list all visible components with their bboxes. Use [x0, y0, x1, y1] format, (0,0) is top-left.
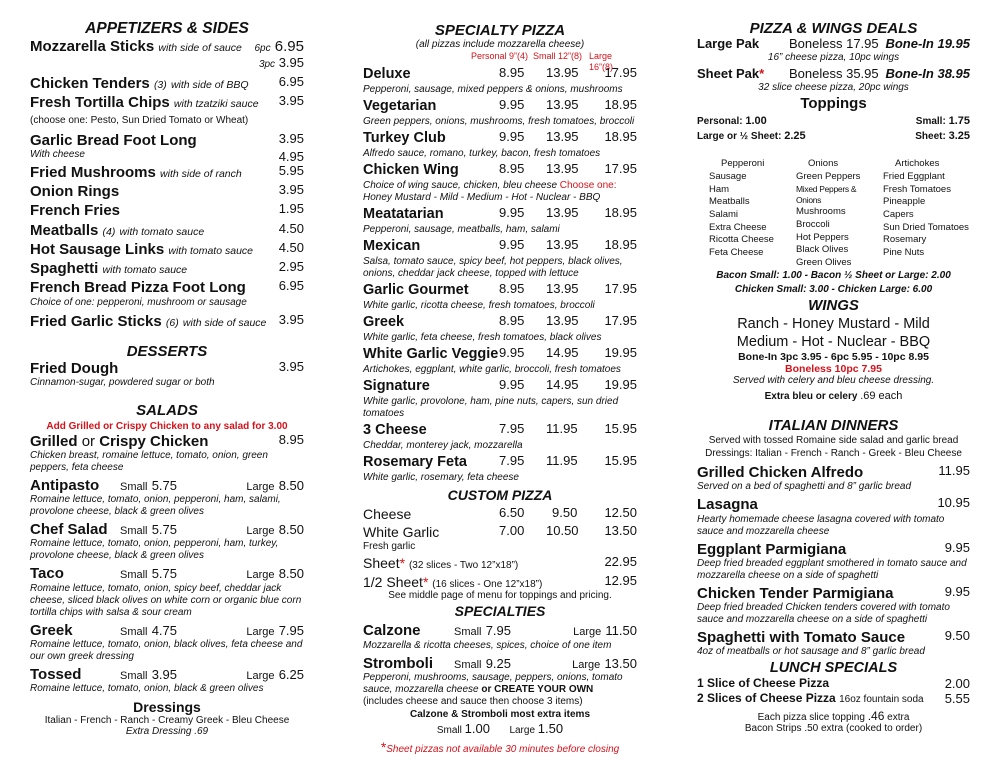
pizza-desc: [363, 224, 637, 236]
italian-dressings: Dressings: Italian - French - Ranch - Greek - Bleu Cheese: [705, 448, 962, 460]
dressings-heading: Dressings: [133, 699, 201, 716]
topping-item: Salami: [709, 208, 739, 220]
specialty-pizza-heading: SPECIALTY PIZZA: [434, 22, 566, 39]
salad-taco: Taco Small 5.75 Large 8.50: [30, 565, 304, 583]
extra-items-title: Calzone & Stromboli most extra items: [409, 708, 591, 720]
specialty-pizza-row: [363, 238, 637, 256]
price-small: 13.95: [546, 205, 579, 221]
specialty-pizza-row: [363, 422, 637, 440]
calzone-desc: Mozzarella & ricotta cheeses, spices, choice of one item: [363, 639, 612, 651]
pizza-desc-text: Pepperoni, sausage, mixed peppers & onions, mushrooms: [363, 84, 623, 96]
topping-item: Hot Peppers: [796, 231, 849, 243]
topping-item: Artichokes: [895, 158, 940, 170]
bacon-prices: Bacon Small: 1.00 - Bacon ½ Sheet or Large: 2.00: [716, 270, 951, 282]
price-small: 11.95: [546, 421, 578, 437]
chicken-prices: Chicken Small: 3.00 - Chicken Large: 6.00: [734, 284, 933, 296]
pizza-name: Meatatarian: [363, 206, 444, 223]
salads-heading: SALADS: [136, 402, 198, 420]
pizza-name: Deluxe: [363, 66, 411, 83]
specialty-pizza-row: [363, 130, 637, 148]
price-personal: 9.95: [499, 97, 525, 113]
dinner-price: 11.95: [938, 463, 970, 479]
stromboli-desc-2: (includes cheese and sauce then choose 3 items): [363, 695, 583, 707]
price-large: 17.95: [604, 161, 637, 177]
pizza-desc-text: Green peppers, onions, mushrooms, fresh tomatoes, broccoli: [363, 116, 635, 128]
topping-item: Rosemary: [883, 234, 927, 246]
topping-item: Mixed Peppers & Onions: [796, 183, 857, 205]
pizza-name: Turkey Club: [363, 130, 446, 147]
pizza-desc-text: Choice of wing sauce, chicken, bleu cheese: [363, 180, 558, 192]
topping-item: Fried Eggplant: [883, 171, 945, 183]
deals-heading: PIZZA & WINGS DEALS: [749, 20, 918, 37]
stromboli-desc: Pepperoni, mushrooms, sausage, peppers, onions, tomato sauce, mozzarella cheese or CREATE YOUR OWN: [363, 671, 623, 695]
topping-item: Extra Cheese: [709, 221, 767, 233]
italian-served: Served with tossed Romaine side salad and garlic bread: [708, 435, 959, 447]
price-large: 15.95: [604, 453, 637, 469]
pizza-desc: [363, 180, 637, 192]
specialty-pizza-row: [363, 346, 637, 364]
price-large: 15.95: [604, 421, 637, 437]
dinner-name: Spaghetti with Tomato Sauce: [697, 629, 906, 647]
deal-sheet-pak: Sheet Pak* Boneless 35.95 Bone-In 38.95: [697, 66, 970, 82]
price-personal: 8.95: [499, 161, 525, 177]
topping-item: Black Olives: [796, 244, 849, 256]
italian-dinner-row: [697, 629, 970, 646]
item-calzone: Calzone Small 7.95 Large 11.50: [363, 622, 637, 640]
price-small: 13.95: [546, 129, 579, 145]
price-large: 19.95: [604, 377, 637, 393]
price-large: 18.95: [604, 129, 637, 145]
topping-item: Meatballs: [709, 196, 750, 208]
column-middle: [363, 0, 637, 755]
dinner-desc: Hearty homemade cheese lasagna covered with tomato sauce and mozzarella cheese: [697, 513, 945, 537]
pizza-name: Vegetarian: [363, 98, 437, 115]
item-french-bread-pizza: French Bread Pizza Foot Long 6.95: [30, 278, 304, 297]
dressings-list: Italian - French - Ranch - Creamy Greek - Bleu Cheese: [44, 715, 290, 727]
dinner-desc: 4oz of meatballs or hot sausage and 8” garlic bread: [697, 646, 925, 658]
italian-dinner-row: [697, 496, 970, 513]
pizza-name: Rosemary Feta: [363, 454, 467, 471]
lunch-one-slice: 1 Slice of Cheese Pizza 2.00: [697, 676, 970, 692]
price-small: 13.95: [546, 97, 579, 113]
pizza-desc: [363, 300, 637, 312]
item-mozzarella-sticks: Mozzarella Sticks with side of sauce 6pc 6.95: [30, 37, 304, 55]
topping-item: Green Peppers: [796, 171, 861, 183]
pizza-desc-text: White garlic, provolone, ham, pine nuts, capers, sun dried tomatoes: [363, 396, 619, 420]
specialties-heading: SPECIALTIES: [454, 603, 546, 620]
item-garlic-sticks: Fried Garlic Sticks (6) with side of sauce 3.95: [30, 311, 304, 330]
specialty-pizza-row: [363, 206, 637, 224]
specialty-pizza-row: [363, 378, 637, 396]
pizza-name: Mexican: [363, 238, 421, 255]
pizza-desc: [363, 84, 637, 96]
sheet-footnote: *Sheet pizzas not available 30 minutes before closing: [380, 738, 620, 755]
toppings-col-veggies: [796, 158, 883, 269]
appetizers-heading: APPETIZERS & SIDES: [85, 20, 249, 37]
topping-item: Ham: [709, 183, 730, 195]
salad-tossed-desc: Romaine lettuce, tomato, onion, black & green olives: [30, 683, 264, 695]
lunch-two-slices: 2 Slices of Cheese Pizza 16oz fountain soda 5.55: [697, 690, 970, 706]
price-personal: 8.95: [499, 65, 525, 81]
salad-tossed: Tossed Small 3.95 Large 6.25: [30, 665, 304, 683]
dinner-price: 10.95: [937, 495, 970, 511]
price-personal: 7.95: [499, 453, 525, 469]
salad-promo: Add Grilled or Crispy Chicken to any salad for 3.00: [46, 420, 288, 432]
dinner-desc: Served on a bed of spaghetti and 8” garlic bread: [697, 481, 912, 493]
price-personal: 9.95: [499, 377, 525, 393]
item-fried-mushrooms: Fried Mushrooms with side of ranch 5.95: [30, 162, 304, 181]
item-sausage-links: Hot Sausage Links with tomato sauce 4.50: [30, 239, 304, 258]
pizza-desc-text: Cheddar, monterey jack, mozzarella: [363, 440, 523, 452]
deal-large-desc: 16” cheese pizza, 10pc wings: [767, 52, 900, 64]
price-small: 14.95: [546, 377, 579, 393]
price-personal: 8.95: [499, 313, 525, 329]
specialty-pizza-row: [363, 454, 637, 472]
item-tortilla-chips: Fresh Tortilla Chips with tzatziki sauce 3.95: [30, 93, 304, 112]
price-large: 18.95: [604, 205, 637, 221]
pizza-choose: Choose one:: [559, 180, 617, 192]
pizza-name: Signature: [363, 378, 430, 395]
topping-item: Feta Cheese: [709, 246, 764, 258]
pizza-desc: [363, 116, 637, 128]
pizza-desc: [363, 256, 637, 280]
wings-extra: Extra bleu or celery .69 each: [764, 389, 903, 402]
topping-item: Sausage: [709, 171, 747, 183]
pizza-desc-text: Pepperoni, sausage, meatballs, ham, salami: [363, 224, 560, 236]
price-personal: 9.95: [499, 345, 525, 361]
column-right: [697, 0, 970, 734]
topping-item: Fresh Tomatoes: [883, 183, 951, 195]
french-bread-desc: Choice of one: pepperoni, mushroom or sausage: [30, 296, 247, 308]
garlic-bread-cheese: With cheese 4.95: [30, 148, 304, 164]
dinner-name: Chicken Tender Parmigiana: [697, 584, 894, 602]
specialty-pizza-row: [363, 98, 637, 116]
lunch-bacon-note: Bacon Strips .50 extra (cooked to order): [744, 722, 923, 734]
white-garlic-desc: Fresh garlic: [363, 541, 416, 553]
pizza-desc: [363, 472, 637, 484]
price-large: 19.95: [604, 345, 637, 361]
specialty-pizza-row: [363, 314, 637, 332]
pizza-desc: [363, 332, 637, 344]
dinner-name: Grilled Chicken Alfredo: [697, 464, 864, 482]
italian-dinner-list: [697, 464, 970, 658]
item-garlic-bread: Garlic Bread Foot Long 3.95: [30, 130, 304, 149]
price-large: 18.95: [604, 97, 637, 113]
topping-item: Capers: [883, 208, 914, 220]
item-stromboli: Stromboli Small 9.25 Large 13.50: [363, 654, 637, 672]
toppings-heading: Toppings: [800, 95, 867, 113]
price-large: 17.95: [604, 65, 637, 81]
price-small: 13.95: [546, 161, 579, 177]
lunch-heading: LUNCH SPECIALS: [769, 660, 898, 677]
size-header: Personal 9”(4) Small 12”(8) Large 16”(8): [471, 51, 614, 72]
pizza-name: 3 Cheese: [363, 422, 427, 439]
topping-item: Ricotta Cheese: [709, 234, 774, 246]
italian-dinner-row: [697, 541, 970, 558]
topping-item: Green Olives: [796, 256, 852, 268]
wings-boneless: Boneless 10pc 7.95: [785, 362, 882, 375]
price-personal: 9.95: [499, 129, 525, 145]
custom-white-garlic: White Garlic 7.00 10.50 13.50: [363, 523, 637, 541]
price-small: 13.95: [546, 281, 579, 297]
specialty-pizza-list: [363, 66, 637, 484]
wings-bone-in: Bone-In 3pc 3.95 - 6pc 5.95 - 10pc 8.95: [738, 350, 929, 363]
salad-greek-desc: Romaine lettuce, tomato, onion, black olives, feta cheese and our own greek dressing: [30, 638, 303, 662]
price-small: 13.95: [546, 65, 579, 81]
italian-dinner-row: [697, 585, 970, 602]
pizza-desc-text: Alfredo sauce, romano, turkey, bacon, fresh tomatoes: [363, 148, 601, 160]
toppings-col-meats: [697, 158, 796, 269]
tortilla-desc: (choose one: Pesto, Sun Dried Tomato or Wheat): [30, 114, 249, 126]
topping-item: Pine Nuts: [883, 246, 925, 258]
pizza-desc-text: Artichokes, eggplant, white garlic, broccoli, fresh tomatoes: [363, 364, 621, 376]
price-small: 13.95: [546, 237, 579, 253]
wings-heading: WINGS: [808, 297, 859, 315]
topping-item: Mushrooms: [796, 206, 846, 218]
item-meatballs: Meatballs (4) with tomato sauce 4.50: [30, 220, 304, 239]
pizza-desc-2: Honey Mustard - Mild - Medium - Hot - Nuclear - BBQ: [363, 192, 601, 204]
deal-sheet-desc: 32 slice cheese pizza, 20pc wings: [758, 82, 909, 94]
custom-see-note: See middle page of menu for toppings and pricing.: [388, 590, 612, 602]
dinner-price: 9.95: [944, 539, 970, 555]
specialty-pizza-row: [363, 282, 637, 300]
italian-dinner-row: [697, 464, 970, 481]
pizza-name: White Garlic Veggie: [363, 346, 499, 363]
toppings-grid: [697, 158, 970, 269]
pizza-name: Greek: [363, 314, 405, 331]
topping-item: Onions: [808, 158, 839, 170]
price-large: 17.95: [604, 281, 637, 297]
custom-pizza-heading: CUSTOM PIZZA: [447, 487, 553, 504]
pizza-desc-text: White garlic, feta cheese, fresh tomatoes, black olives: [363, 332, 602, 344]
price-large: 18.95: [604, 237, 637, 253]
deal-large-pak: Large Pak Boneless 17.95 Bone-In 19.95: [697, 36, 970, 52]
pizza-desc-text: Salsa, tomato sauce, spicy beef, hot peppers, black olives, onions, cheddar jack cheese, topped with lettuce: [363, 256, 623, 280]
salad-antipasto: Antipasto Small 5.75 Large 8.50: [30, 476, 304, 494]
topping-item: Pineapple: [883, 196, 926, 208]
item-french-fries: French Fries 1.95: [30, 201, 304, 220]
pizza-desc-text: White garlic, rosemary, feta cheese: [363, 472, 519, 484]
price-small: 14.95: [546, 345, 579, 361]
price-large: 17.95: [604, 313, 637, 329]
price-small: 11.95: [546, 453, 578, 469]
pizza-desc: [363, 396, 637, 420]
salad-taco-desc: Romaine lettuce, tomato, onion, spicy beef, cheddar jack cheese, sliced black olives on white corn or organic blue corn tortilla chips with salsa & sour cream: [30, 582, 302, 618]
price-personal: 9.95: [499, 205, 525, 221]
wings-served: Served with celery and bleu cheese dressing.: [732, 374, 935, 386]
dinner-name: Lasagna: [697, 496, 758, 514]
pizza-desc: [363, 440, 637, 452]
dinner-desc: Deep fried breaded eggplant smothered in tomato sauce and mozzarella cheese on a side of spaghetti: [697, 557, 967, 581]
salad-grilled-desc: Chicken breast, romaine lettuce, tomato, onion, green peppers, feta cheese: [30, 449, 268, 473]
item-chicken-tenders: Chicken Tenders (3) with side of BBQ 6.95: [30, 74, 304, 93]
price-personal: 7.95: [499, 421, 525, 437]
extra-dressing: Extra Dressing .69: [125, 726, 209, 738]
dinner-name: Eggplant Parmigiana: [697, 540, 847, 558]
price-small: 13.95: [546, 313, 579, 329]
salad-grilled-chicken: Grilled or Crispy Chicken 8.95: [30, 431, 304, 450]
item-fried-dough: Fried Dough 3.95: [30, 359, 304, 378]
mozzarella-3pc: 3pc 3.95: [258, 55, 304, 71]
column-left: [30, 0, 304, 738]
topping-price-personal: Personal: 1.00 Small: 1.75: [697, 115, 970, 128]
topping-item: Broccoli: [796, 218, 830, 230]
topping-item: Pepperoni: [721, 158, 765, 170]
lunch-topping-note: Each pizza slice topping .46 extra: [757, 708, 910, 723]
desserts-heading: DESSERTS: [126, 342, 208, 360]
salad-antipasto-desc: Romaine lettuce, tomato, onion, pepperoni, ham, salami, provolone cheese, black & green olives: [30, 494, 281, 518]
specialty-pizza-row: [363, 162, 637, 180]
toppings-col-specialty: [883, 158, 970, 269]
item-onion-rings: Onion Rings 3.95: [30, 182, 304, 201]
specialty-pizza-row: [363, 66, 637, 84]
item-spaghetti: Spaghetti with tomato sauce 2.95: [30, 259, 304, 278]
price-personal: 8.95: [499, 281, 525, 297]
wing-sauces-2: Medium - Hot - Nuclear - BBQ: [736, 333, 931, 350]
custom-sheet: Sheet* (32 slices - Two 12”x18”) 22.95: [363, 554, 637, 572]
italian-heading: ITALIAN DINNERS: [768, 416, 899, 434]
dinner-price: 9.95: [944, 583, 970, 599]
specialty-note: (all pizzas include mozzarella cheese): [415, 39, 585, 51]
pizza-desc: [363, 364, 637, 376]
salad-chef-desc: Romaine lettuce, tomato, onion, pepperoni, ham, turkey, provolone cheese, black & green olives: [30, 538, 279, 562]
salad-greek: Greek Small 4.75 Large 7.95: [30, 621, 304, 639]
dinner-desc: Deep fried breaded Chicken tenders covered with tomato sauce and mozzarella cheese on a side of spaghetti: [697, 602, 950, 626]
custom-cheese: Cheese 6.50 9.50 12.50: [363, 505, 637, 523]
pizza-desc: [363, 148, 637, 160]
price-personal: 9.95: [499, 237, 525, 253]
topping-item: Sun Dried Tomatoes: [883, 221, 969, 233]
fried-dough-desc: Cinnamon-sugar, powdered sugar or both: [30, 377, 215, 389]
wing-sauces-1: Ranch - Honey Mustard - Mild: [737, 315, 930, 332]
custom-half-sheet: 1/2 Sheet* (16 slices - One 12”x18”) 12.95: [363, 572, 637, 590]
extra-items-prices: Small 1.00 Large 1.50: [436, 720, 564, 736]
salad-chef: Chef Salad Small 5.75 Large 8.50: [30, 521, 304, 539]
pizza-name: Garlic Gourmet: [363, 282, 469, 299]
topping-price-large: Large or ½ Sheet: 2.25 Sheet: 3.25: [697, 129, 970, 142]
pizza-desc-text: White garlic, ricotta cheese, fresh tomatoes, broccoli: [363, 300, 595, 312]
pizza-name: Chicken Wing: [363, 162, 459, 179]
dinner-price: 9.50: [944, 628, 970, 644]
